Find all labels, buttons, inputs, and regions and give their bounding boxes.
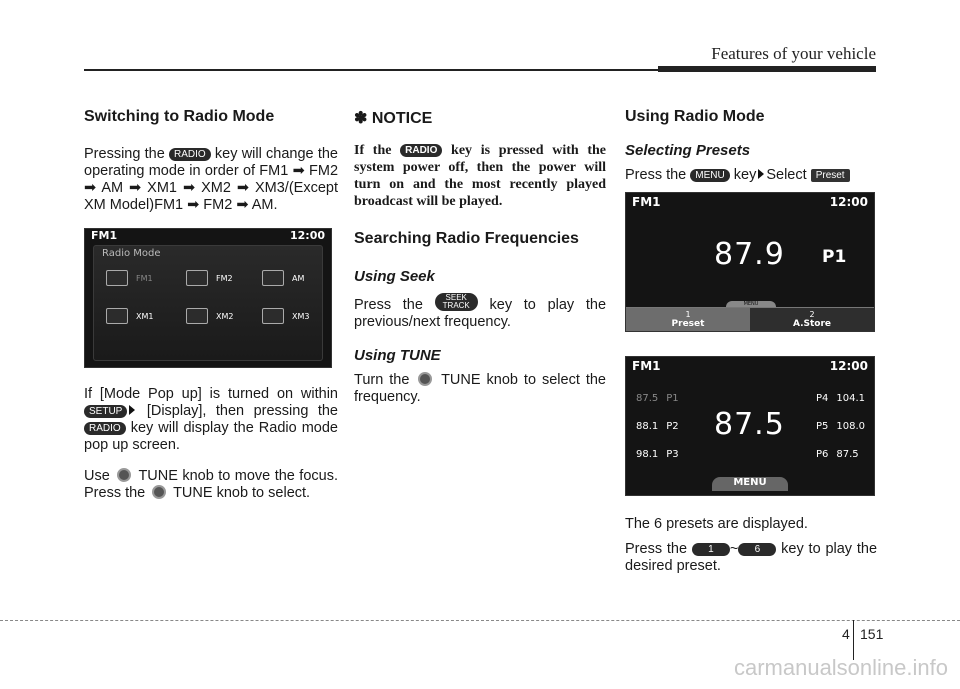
header-title: Features of your vehicle — [711, 44, 876, 63]
paragraph-presets-displayed: The 6 presets are displayed. — [625, 516, 808, 532]
heading-using-tune: Using TUNE — [354, 347, 441, 364]
preset-6-key-icon: 6 — [738, 543, 776, 556]
clock: 12:00 — [289, 229, 325, 242]
tune-knob-icon — [117, 468, 131, 482]
paragraph-tune: Turn the TUNE knob to select the frequency. — [354, 372, 606, 405]
radio-icon — [106, 270, 128, 286]
setup-key-icon: SETUP — [84, 405, 127, 418]
tune-knob-icon — [152, 485, 166, 499]
watermark: carmanualsonline.info — [733, 655, 948, 680]
mode-xm3[interactable]: XM3 — [262, 308, 309, 324]
preset-1-key-icon: 1 — [692, 543, 730, 556]
mode-xm2[interactable]: XM2 — [186, 308, 233, 324]
radio-key-icon: RADIO — [169, 148, 211, 161]
clock: 12:00 — [829, 195, 868, 209]
radio-mode-panel — [93, 245, 323, 361]
tune-knob-icon — [418, 372, 432, 386]
section-number: 4 — [842, 626, 850, 642]
mode-sequence: ➡ FM2 ➡ AM ➡ XM1 ➡ XM2 ➡ XM3/(Except XM Model)FM1 ➡ FM2 ➡ AM. — [84, 163, 339, 213]
column-notice-search — [354, 108, 606, 420]
notice-title: ✽ NOTICE — [354, 110, 433, 127]
heading-selecting-presets: Selecting Presets — [625, 142, 751, 159]
panel-title: Radio Mode — [102, 248, 161, 259]
satellite-icon — [262, 308, 284, 324]
paragraph-mode-order: Pressing the RADIO key will change the operating mode in order of FM1 ➡ FM2 ➡ AM ➡ XM1 ➡ XM2 ➡ XM3/(Except XM Model)FM1 ➡ FM2 ➡ AM. — [84, 146, 339, 213]
mode-fm1[interactable]: FM1 — [106, 270, 153, 286]
band-label: FM1 — [632, 195, 661, 209]
arrow-right-icon — [758, 169, 764, 179]
footer-divider — [0, 620, 960, 621]
menu-key-icon: MENU — [690, 169, 729, 182]
heading-switching: Switching to Radio Mode — [84, 108, 275, 125]
paragraph-popup: If [Mode Pop up] is turned on within SETUP [Display], then pressing the RADIO key will display the Radio mode pop up screen. — [84, 386, 339, 453]
preset-row[interactable]: P5 108.0 — [816, 421, 866, 432]
mode-am[interactable]: AM — [262, 270, 304, 286]
radio-icon — [262, 270, 284, 286]
footer-separator — [853, 620, 854, 660]
arrow-right-icon — [129, 405, 135, 415]
radio-mode-screen — [84, 228, 332, 368]
paragraph-seek: Press the SEEK TRACK key to play the previous/next frequency. — [354, 293, 607, 330]
menu-tab[interactable]: MENU — [712, 477, 788, 491]
paragraph-tune-knob: Use TUNE knob to move the focus. Press the TUNE knob to select. — [84, 468, 338, 501]
clock: 12:00 — [829, 359, 868, 373]
preset-row[interactable]: P6 87.5 — [816, 449, 859, 460]
auto-store-button[interactable]: 2 A.Store — [750, 307, 874, 331]
menu-tab[interactable]: MENU — [726, 301, 776, 309]
preset-key-icon: Preset — [811, 169, 850, 182]
fm-preset-list-screen — [625, 356, 875, 496]
heading-using-seek: Using Seek — [354, 268, 435, 285]
column-switching-radio — [84, 108, 338, 516]
mode-xm1[interactable]: XM1 — [106, 308, 153, 324]
preset-row[interactable]: P4 104.1 — [816, 393, 866, 404]
preset-row[interactable]: 87.5 P1 — [636, 393, 679, 404]
fm-screen-879 — [625, 192, 875, 332]
heading-using-radio: Using Radio Mode — [625, 108, 765, 125]
seek-track-key-icon: SEEK TRACK — [435, 293, 478, 311]
band-label: FM1 — [91, 229, 118, 242]
mode-fm2[interactable]: FM2 — [186, 270, 233, 286]
preset-button[interactable]: 1 Preset — [626, 307, 750, 331]
frequency-display: 87.5 — [714, 407, 785, 442]
page-number: 151 — [860, 626, 884, 642]
radio-icon — [186, 270, 208, 286]
band-label: FM1 — [632, 359, 661, 373]
paragraph-menu-preset: Press the MENU key Select Preset — [625, 167, 877, 184]
heading-searching: Searching Radio Frequencies — [354, 230, 579, 247]
notice-text: If the RADIO key is pressed with the system power off, then the power will turn on and the most recently played broadcast will be played. — [354, 143, 607, 209]
satellite-icon — [186, 308, 208, 324]
radio-key-icon: RADIO — [400, 144, 442, 157]
preset-indicator: P1 — [822, 247, 847, 267]
radio-key-icon: RADIO — [84, 422, 126, 435]
preset-row[interactable]: 88.1 P2 — [636, 421, 679, 432]
paragraph-preset-keys: Press the 1 ~ 6 key to play the desired preset. — [625, 541, 878, 574]
column-using-radio — [625, 108, 877, 589]
frequency-display: 87.9 — [714, 237, 785, 272]
header-accent-bar — [658, 66, 876, 72]
preset-row[interactable]: 98.1 P3 — [636, 449, 679, 460]
satellite-icon — [106, 308, 128, 324]
